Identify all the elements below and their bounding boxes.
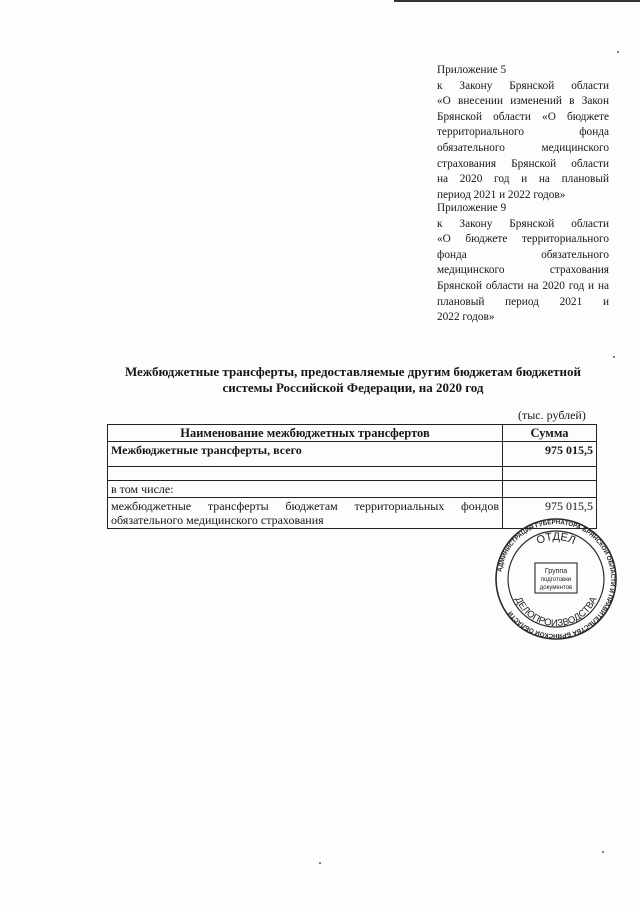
row-name (108, 467, 503, 481)
appendix-9-line: «О бюджете территориального (437, 233, 609, 246)
appendix-5-line: территориального фонда (437, 126, 609, 139)
scan-speck (613, 356, 615, 358)
appendix-9-line: плановый период 2021 и (437, 295, 609, 308)
appendix-5-line: Брянской области «О бюджете (437, 110, 609, 123)
appendix-5-line: страхования Брянской области (437, 157, 609, 170)
appendix-5-line: обязательного медицинского (437, 141, 609, 154)
row-name: в том числе: (108, 481, 503, 498)
column-header-sum: Сумма (503, 425, 597, 442)
appendix-9-line: медицинского страхования (437, 264, 609, 277)
title-line: Межбюджетные трансферты, предоставляемые другим бюджетам бюджетной (124, 364, 582, 379)
row-sum (503, 467, 597, 481)
units-label: (тыс. рублей) (518, 408, 586, 422)
stamp-outer-text: АДМИНИСТРАЦИЯ ГУБЕРНАТОРА БРЯНСКОЙ ОБЛАСТИ И ПРАВИТЕЛЬСТВА БРЯНСКОЙ ОБЛАСТИ (496, 518, 617, 640)
table-row (108, 481, 597, 498)
row-name: Межбюджетные трансферты, всего (108, 442, 503, 467)
appendix-5-line: на 2020 год и на плановый (437, 173, 609, 186)
title-line: системы Российской Федерации, на 2020 год (222, 380, 484, 395)
table-row (108, 442, 597, 467)
appendix-5-line: Приложение 5 (437, 64, 507, 76)
stamp-arc-bottom: ДЕЛОПРОИЗВОДСТВА (512, 595, 600, 630)
appendix-9-line: фонда обязательного (437, 248, 609, 261)
appendix-5-line: «О внесении изменений в Закон (437, 95, 609, 108)
stamp-inner-line: подготовки (540, 577, 572, 583)
row-sum: 975 015,5 (503, 442, 597, 467)
scan-speck (602, 851, 604, 853)
transfers-table (107, 424, 597, 529)
appendix-5-line: к Закону Брянской области (437, 79, 609, 92)
document-title (108, 364, 598, 396)
stamp-inner-line: Группа (544, 568, 568, 575)
stamp-inner-line: документов (539, 585, 573, 591)
appendix-9-line: 2022 годов» (437, 311, 495, 324)
table-row-spacer (108, 467, 597, 481)
row-name-line: межбюджетные трансферты бюджетам территориальных фондов (111, 499, 499, 513)
row-name (108, 498, 503, 529)
scan-border-line (394, 0, 640, 2)
scan-speck (617, 51, 619, 53)
appendix-5-line: период 2021 и 2022 годов» (437, 188, 566, 201)
appendix-9-line: Приложение 9 (437, 202, 507, 214)
appendix-9-line: Брянской области на 2020 год и на (437, 279, 609, 292)
table-header-row (108, 425, 597, 442)
column-header-name: Наименование межбюджетных трансфертов (108, 425, 503, 442)
appendix-9-heading (437, 201, 609, 326)
office-stamp (495, 518, 617, 640)
row-name-line: обязательного медицинского страхования (111, 513, 324, 527)
row-sum: 975 015,5 (503, 498, 597, 529)
stamp-arc-top: ОТДЕЛ (534, 530, 578, 547)
appendix-9-line: к Закону Брянской области (437, 217, 609, 230)
appendix-5-heading (437, 63, 609, 203)
scan-speck (319, 862, 321, 864)
row-sum (503, 481, 597, 498)
